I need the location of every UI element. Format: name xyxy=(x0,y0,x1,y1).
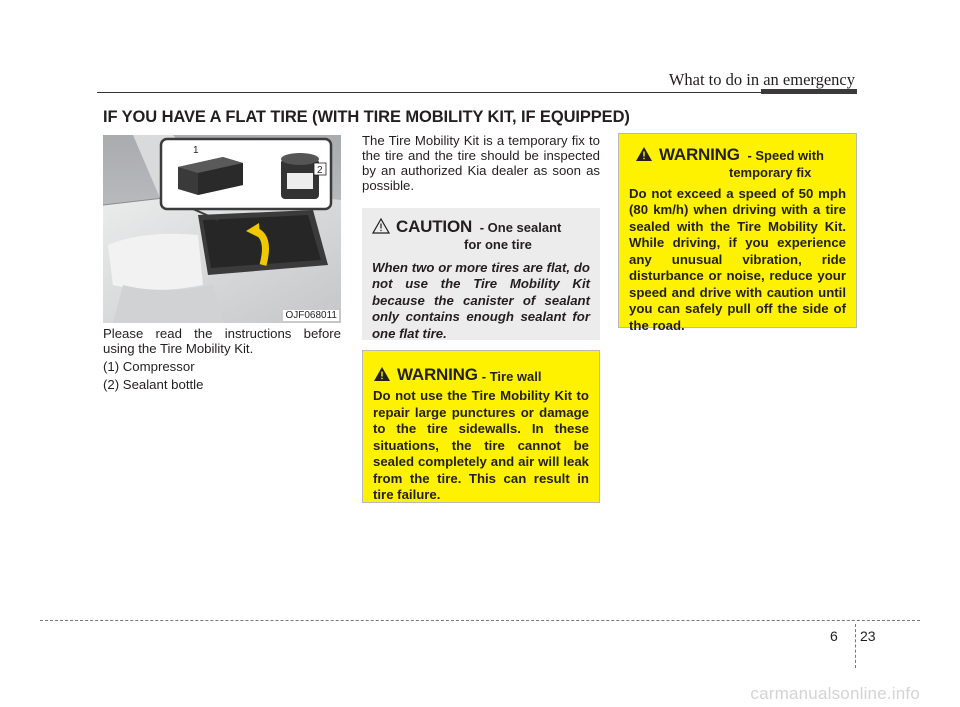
caution-triangle-icon xyxy=(372,218,390,234)
caution-subtitle: - One sealant xyxy=(479,220,562,235)
caution-box xyxy=(362,208,600,340)
car-trunk-image xyxy=(103,135,341,323)
intro-block xyxy=(103,326,341,395)
warning-text: Do not use the Tire Mobility Kit to repair large punctures or damage to the tire sidewalls. In these situations, the tire cannot be sealed completely and air will leak from the tire. This can result in tire failure. xyxy=(373,388,589,502)
section-heading: IF YOU HAVE A FLAT TIRE (WITH TIRE MOBILITY KIT, IF EQUIPPED) xyxy=(103,108,630,126)
caution-title: CAUTION xyxy=(396,217,473,236)
watermark: carmanualsonline.info xyxy=(750,684,920,703)
header-rule xyxy=(97,92,857,93)
page-number: 23 xyxy=(860,628,876,644)
warning-subtitle-2: temporary fix xyxy=(729,164,812,180)
footer-divider xyxy=(855,624,856,668)
callout-number: 2 xyxy=(317,165,323,176)
warning-subtitle: - Speed with xyxy=(747,148,824,163)
warning-title: WARNING xyxy=(397,365,478,384)
footer-rule xyxy=(40,620,920,621)
caution-subtitle-2: for one tire xyxy=(464,236,532,252)
description-text: The Tire Mobility Kit is a temporary fix to the tire and the tire should be inspected by an authorized Kia dealer as soon as possible. xyxy=(362,133,600,193)
trunk-illustration xyxy=(103,135,341,323)
instruction-text: Please read the instructions before using the Tire Mobility Kit. xyxy=(103,326,341,356)
warning-triangle-icon xyxy=(635,146,653,162)
list-item: (2) Sealant bottle xyxy=(103,377,204,392)
warning-speed-box xyxy=(618,133,857,333)
warning-tire-wall-box xyxy=(362,350,600,503)
header-rule-accent xyxy=(761,89,857,94)
warning-title: WARNING xyxy=(659,145,740,164)
warning-subtitle: - Tire wall xyxy=(481,369,542,384)
running-header: What to do in an emergency xyxy=(668,70,855,89)
list-item: (1) Compressor xyxy=(103,359,195,374)
warning-triangle-icon xyxy=(373,366,391,382)
warning-text: Do not exceed a speed of 50 mph (80 km/h) when driving with a tire sealed with the Tire Mobility Kit. While driving, if you experience any unusual vibration, ride disturbance or noise, reduce your speed and drive with caution until you can safely pull off the side of the road. xyxy=(629,185,846,333)
svg-text:1: 1 xyxy=(193,145,199,156)
caution-text: When two or more tires are flat, do not use the Tire Mobility Kit because the canister of sealant only contains enough sealant for one flat tire. xyxy=(372,259,590,341)
chapter-number: 6 xyxy=(830,628,838,644)
figure-code: OJF068011 xyxy=(285,310,337,321)
